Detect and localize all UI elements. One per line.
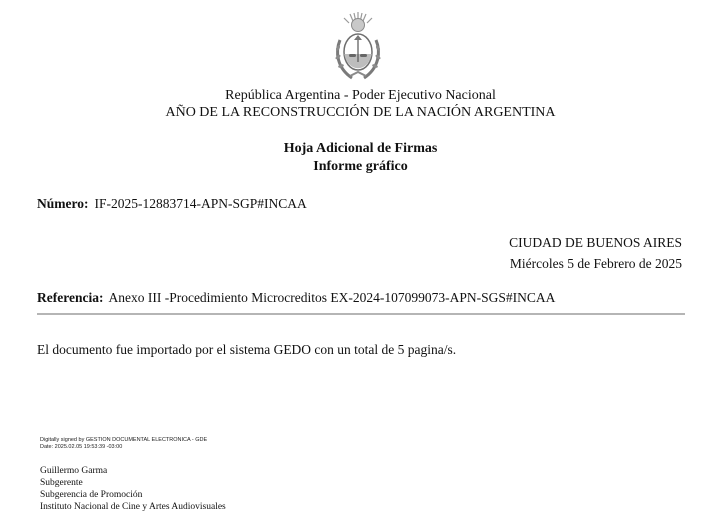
header-anio: AÑO DE LA RECONSTRUCCIÓN DE LA NACIÓN ARGENTINA [165,105,556,120]
document-subtitle: Informe gráfico [313,159,408,174]
digital-signature-line: Digitally signed by GESTION DOCUMENTAL ELECTRONICA - GDE [40,437,208,443]
signer-institution: Instituto Nacional de Cine y Artes Audiovisuales [40,502,226,512]
argentina-coat-of-arms-icon [332,10,384,82]
numero-label: Número: [37,196,89,211]
referencia-row [37,290,555,306]
signer-department: Subgerencia de Promoción [40,490,143,500]
document-title: Hoja Adicional de Firmas [283,141,438,156]
signer-name: Guillermo Garma [40,466,108,476]
referencia-value: Anexo III -Procedimiento Microcreditos EX-2024-107099073-APN-SGS#INCAA [108,290,556,305]
digital-signature-date: Date: 2025.02.05 19:53:39 -03:00 [40,444,123,450]
referencia-label: Referencia: [37,290,104,305]
header-republica: República Argentina - Poder Ejecutivo Nacional [225,88,496,103]
location-city: CIUDAD DE BUENOS AIRES [509,235,682,250]
divider [37,313,685,315]
signer-role: Subgerente [40,478,83,488]
numero-value: IF-2025-12883714-APN-SGP#INCAA [94,196,307,211]
numero-row [37,196,307,212]
digital-signature-block [40,437,207,451]
signer-block [40,465,226,513]
body-text: El documento fue importado por el sistema GEDO con un total de 5 pagina/s. [37,342,457,357]
location-date: Miércoles 5 de Febrero de 2025 [509,256,682,271]
